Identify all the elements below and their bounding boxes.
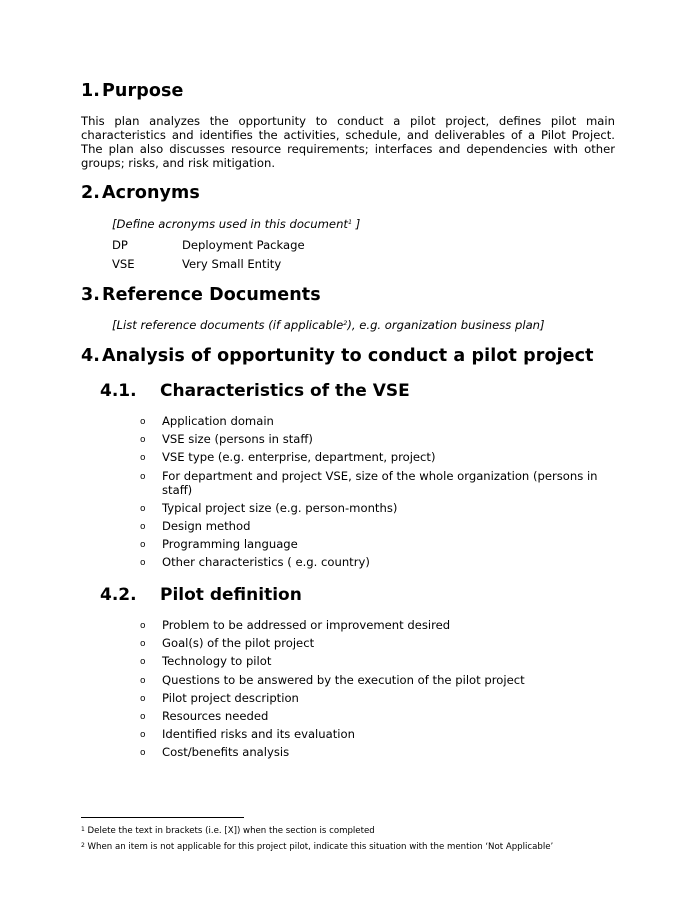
bullet-icon: o: [140, 693, 146, 704]
list-item: [140, 414, 610, 428]
subsection-number: 4.2.: [100, 585, 137, 605]
list-item: [140, 501, 610, 515]
footnote-ref: 1: [347, 218, 353, 226]
list-item-text: Application domain: [162, 414, 274, 428]
instruction-text-end: ), e.g. organization business plan]: [347, 318, 545, 332]
list-item-text: Goal(s) of the pilot project: [162, 636, 315, 651]
list-item-text: Pilot project description: [162, 690, 299, 705]
section-number: 3.: [81, 285, 101, 305]
acronym-definition: Deployment Package: [182, 238, 305, 252]
bullet-icon: o: [140, 711, 146, 722]
list-item: [140, 727, 610, 741]
list-item-text: Other characteristics ( e.g. country): [162, 555, 370, 570]
section-number: 1.: [81, 81, 101, 101]
section-title: Analysis of opportunity to conduct a pilot project: [102, 346, 594, 366]
bullet-icon: o: [140, 657, 146, 668]
list-item: [140, 709, 610, 723]
footnote-separator: [81, 817, 244, 818]
section-title: Purpose: [102, 81, 184, 101]
section-number: 2.: [81, 183, 101, 203]
footnote-2: [81, 842, 553, 852]
list-item: [140, 654, 610, 668]
bullet-icon: o: [140, 417, 146, 427]
heading-characteristics: [100, 381, 410, 401]
acronym-abbr: VSE: [112, 257, 135, 271]
characteristics-list: [140, 414, 610, 574]
list-item-text: Questions to be answered by the execution of the pilot project: [162, 672, 525, 687]
bullet-icon: o: [140, 521, 146, 532]
list-item-text: Identified risks and its evaluation: [162, 727, 355, 742]
bullet-icon: o: [140, 730, 146, 741]
list-item-text: For department and project VSE, size of the whole organization (persons in staff): [162, 468, 598, 497]
list-item-text: Problem to be addressed or improvement desired: [162, 618, 451, 632]
bullet-icon: o: [140, 748, 146, 759]
list-item: [140, 691, 610, 705]
bullet-icon: o: [140, 621, 146, 631]
list-item-text: Resources needed: [162, 708, 269, 723]
subsection-number: 4.1.: [100, 381, 137, 401]
heading-purpose: [81, 81, 183, 101]
footnote-1: [81, 826, 375, 836]
list-item: [140, 469, 610, 497]
list-item: [140, 537, 610, 551]
list-item-text: Design method: [162, 518, 251, 533]
list-item-text: Typical project size (e.g. person-months): [162, 500, 398, 515]
section-number: 4.: [81, 346, 101, 366]
footnote-mark: 2: [81, 842, 85, 849]
acronym-abbr: DP: [112, 238, 128, 252]
bullet-icon: o: [140, 435, 146, 446]
purpose-paragraph: This plan analyzes the opportunity to conduct a pilot project, defines pilot main characteristics and identifies the activities, schedule, and deliverables of a Pilot Project. The plan also discusses resource requirements; interfaces and dependencies with other groups; risks, and risk mitigation.: [81, 114, 615, 170]
heading-reference-documents: [81, 285, 321, 305]
list-item: [140, 450, 610, 464]
bullet-icon: o: [140, 675, 146, 686]
instruction-text: [List reference documents (if applicable: [112, 318, 344, 332]
bullet-icon: o: [140, 639, 146, 650]
bullet-icon: o: [140, 558, 146, 569]
footnote-ref: 2: [343, 319, 348, 327]
section-title: Acronyms: [102, 183, 200, 203]
subsection-title: Pilot definition: [160, 585, 302, 605]
bullet-icon: o: [140, 540, 146, 551]
instruction-text: [Define acronyms used in this document: [112, 217, 348, 231]
list-item: [140, 432, 610, 446]
bullet-icon: o: [140, 503, 146, 514]
list-item: [140, 519, 610, 533]
subsection-title: Characteristics of the VSE: [160, 381, 410, 401]
pilot-definition-list: [140, 618, 610, 764]
acronym-definition: Very Small Entity: [182, 257, 282, 271]
instruction-text-end: ]: [352, 217, 361, 231]
bullet-icon: o: [140, 453, 146, 464]
reference-instruction: [112, 318, 545, 332]
footnote-mark: 1: [81, 826, 85, 833]
heading-acronyms: [81, 183, 200, 203]
footnote-text: When an item is not applicable for this project pilot, indicate this situation with the mention ‘Not Applicable’: [84, 842, 554, 852]
footnote-text: Delete the text in brackets (i.e. [X]) when the section is completed: [84, 826, 375, 836]
acronym-row: [112, 257, 512, 271]
list-item: [140, 673, 610, 687]
list-item-text: Technology to pilot: [162, 654, 272, 669]
list-item-text: Cost/benefits analysis: [162, 745, 290, 760]
list-item: [140, 618, 610, 632]
heading-pilot-definition: [100, 585, 302, 605]
acronyms-instruction: [112, 217, 360, 231]
list-item-text: Programming language: [162, 537, 298, 552]
list-item-text: VSE type (e.g. enterprise, department, project): [162, 450, 436, 465]
heading-analysis: [81, 346, 594, 366]
list-item: [140, 555, 610, 569]
acronym-row: [112, 238, 512, 252]
list-item-text: VSE size (persons in staff): [162, 432, 313, 447]
list-item: [140, 636, 610, 650]
list-item: [140, 745, 610, 759]
bullet-icon: o: [140, 471, 146, 482]
section-title: Reference Documents: [102, 285, 321, 305]
